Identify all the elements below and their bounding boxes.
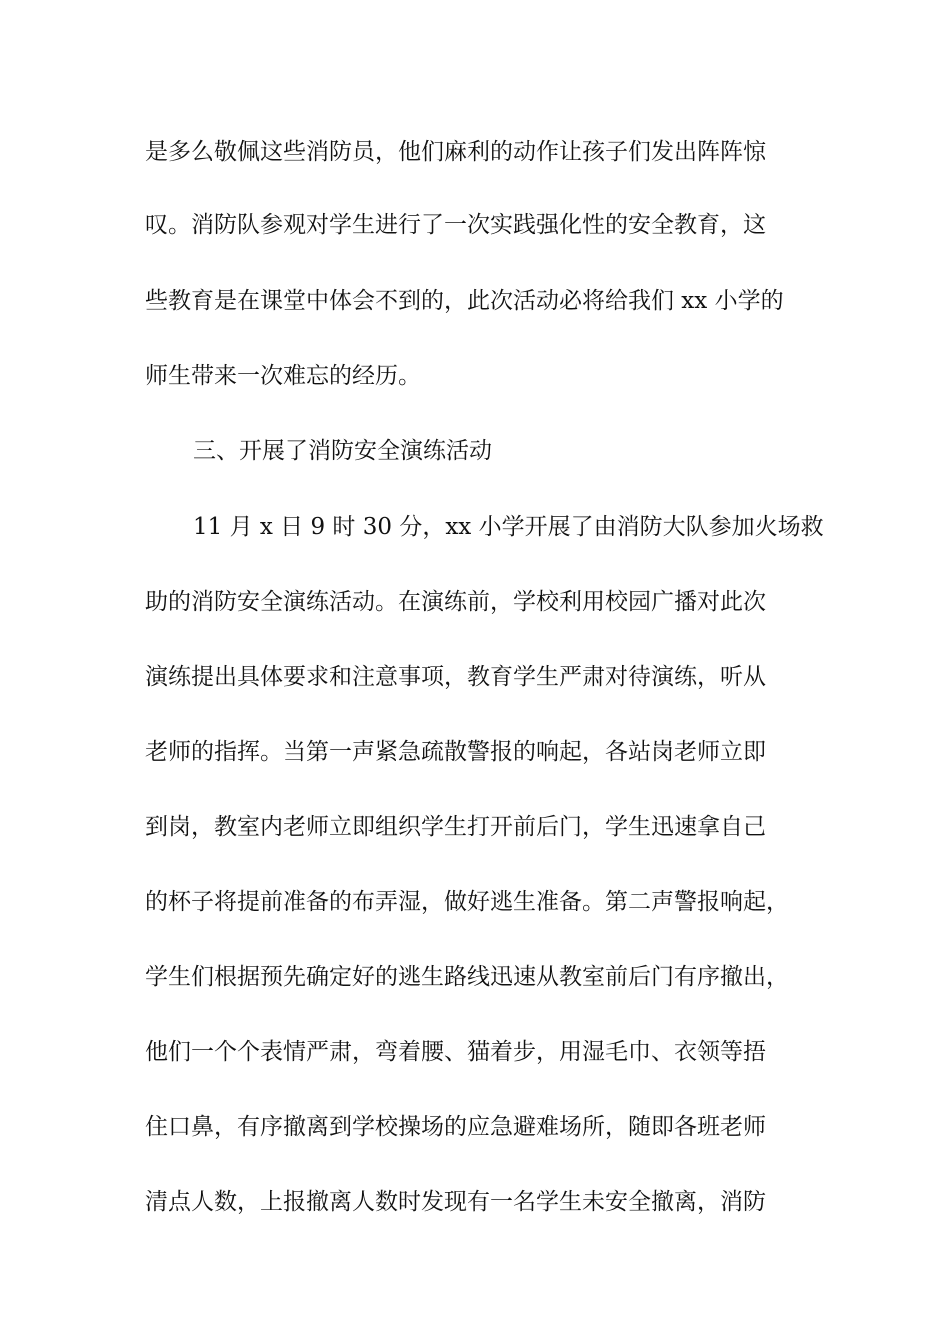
text-line: 演练提出具体要求和注意事项，教育学生严肃对待演练，听从 <box>145 664 766 690</box>
text-line: 是多么敬佩这些消防员，他们麻利的动作让孩子们发出阵阵惊 <box>145 139 766 165</box>
text-line: 清点人数，上报撤离人数时发现有一名学生未安全撤离，消防 <box>145 1189 766 1215</box>
text-line: 住口鼻，有序撤离到学校操场的应急避难场所，随即各班老师 <box>145 1114 766 1140</box>
text-line: 些教育是在课堂中体会不到的，此次活动必将给我们 xx 小学的 <box>145 288 784 314</box>
text-line: 叹。消防队参观对学生进行了一次实践强化性的安全教育，这 <box>145 212 766 238</box>
text-line: 学生们根据预先确定好的逃生路线迅速从教室前后门有序撤出， <box>145 964 789 990</box>
section-heading: 三、开展了消防安全演练活动 <box>193 438 492 464</box>
text-line: 他们一个个表情严肃，弯着腰、猫着步，用湿毛巾、衣领等捂 <box>145 1039 766 1065</box>
text-line: 师生带来一次难忘的经历。 <box>145 363 421 389</box>
text-line: 到岗，教室内老师立即组织学生打开前后门，学生迅速拿自己 <box>145 814 766 840</box>
text-line: 助的消防安全演练活动。在演练前，学校利用校园广播对此次 <box>145 589 766 615</box>
text-line: 老师的指挥。当第一声紧急疏散警报的响起，各站岗老师立即 <box>145 739 766 765</box>
text-line: 的杯子将提前准备的布弄湿，做好逃生准备。第二声警报响起， <box>145 889 789 915</box>
text-line: 11 月 x 日 9 时 30 分，xx 小学开展了由消防大队参加火场救 <box>193 514 824 540</box>
